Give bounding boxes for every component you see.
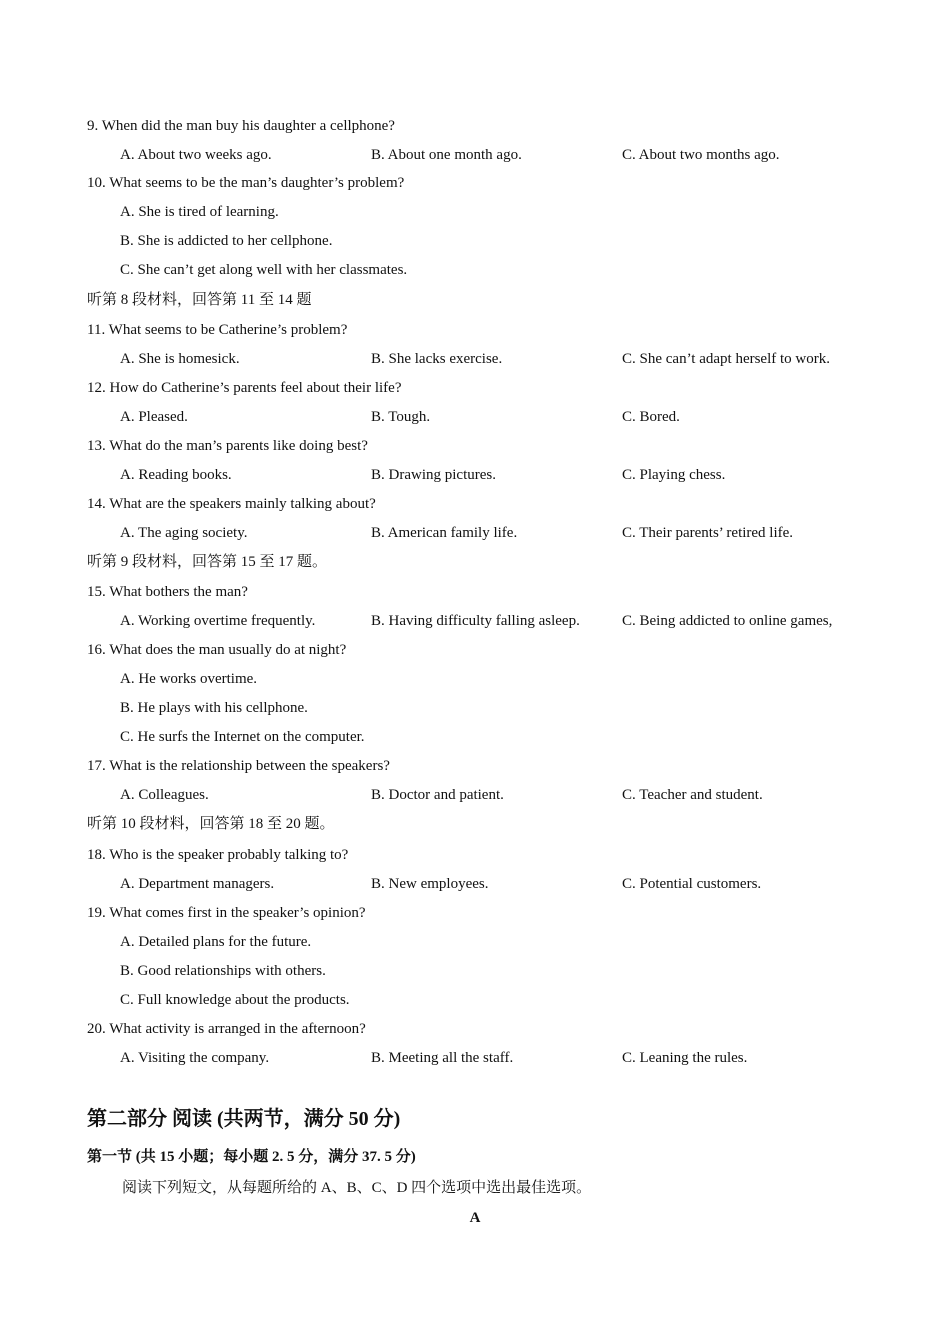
q12-option-b: B. Tough. bbox=[371, 409, 431, 425]
q19-option-c: C. Full knowledge about the products. bbox=[120, 992, 350, 1008]
section-9-heading: 听第 9 段材料，回答第 15 至 17 题。 bbox=[87, 554, 328, 570]
question-19: 19. What comes first in the speaker’s opinion? bbox=[87, 905, 366, 921]
question-18: 18. Who is the speaker probably talking to? bbox=[87, 847, 349, 863]
question-16: 16. What does the man usually do at night? bbox=[87, 642, 347, 658]
q9-option-a: A. About two weeks ago. bbox=[120, 147, 272, 163]
q17-option-a: A. Colleagues. bbox=[120, 787, 209, 803]
q20-option-c: C. Leaning the rules. bbox=[622, 1050, 748, 1066]
passage-label: A bbox=[469, 1210, 481, 1226]
q14-option-b: B. American family life. bbox=[371, 525, 518, 541]
q9-option-c: C. About two months ago. bbox=[622, 147, 780, 163]
q16-option-c: C. He surfs the Internet on the computer. bbox=[120, 729, 365, 745]
q15-option-c: C. Being addicted to online games, bbox=[622, 613, 833, 629]
question-11: 11. What seems to be Catherine’s problem? bbox=[87, 322, 348, 338]
q14-option-a: A. The aging society. bbox=[120, 525, 248, 541]
question-14: 14. What are the speakers mainly talking about? bbox=[87, 496, 376, 512]
q11-option-c: C. She can’t adapt herself to work. bbox=[622, 351, 831, 367]
q12-option-c: C. Bored. bbox=[622, 409, 680, 425]
part-2-title: 第二部分 阅读 (共两节，满分 50 分) bbox=[87, 1108, 401, 1130]
q10-option-c: C. She can’t get along well with her classmates. bbox=[120, 262, 408, 278]
q19-option-b: B. Good relationships with others. bbox=[120, 963, 326, 979]
q14-option-c: C. Their parents’ retired life. bbox=[622, 525, 794, 541]
q18-option-b: B. New employees. bbox=[371, 876, 489, 892]
question-9: 9. When did the man buy his daughter a cellphone? bbox=[87, 118, 395, 134]
q10-option-a: A. She is tired of learning. bbox=[120, 204, 279, 220]
question-15: 15. What bothers the man? bbox=[87, 584, 248, 600]
question-20: 20. What activity is arranged in the afternoon? bbox=[87, 1021, 366, 1037]
q15-option-b: B. Having difficulty falling asleep. bbox=[371, 613, 580, 629]
reading-instruction: 阅读下列短文，从每题所给的 A、B、C、D 四个选项中选出最佳选项。 bbox=[122, 1180, 592, 1196]
q15-option-a: A. Working overtime frequently. bbox=[120, 613, 316, 629]
q11-option-a: A. She is homesick. bbox=[120, 351, 240, 367]
q9-option-b: B. About one month ago. bbox=[371, 147, 522, 163]
question-10: 10. What seems to be the man’s daughter’s problem? bbox=[87, 175, 405, 191]
q18-option-c: C. Potential customers. bbox=[622, 876, 762, 892]
question-12: 12. How do Catherine’s parents feel about their life? bbox=[87, 380, 402, 396]
q19-option-a: A. Detailed plans for the future. bbox=[120, 934, 312, 950]
section-10-heading: 听第 10 段材料，回答第 18 至 20 题。 bbox=[87, 816, 335, 832]
q17-option-b: B. Doctor and patient. bbox=[371, 787, 504, 803]
question-17: 17. What is the relationship between the speakers? bbox=[87, 758, 390, 774]
section-8-heading: 听第 8 段材料，回答第 11 至 14 题 bbox=[87, 292, 312, 308]
q17-option-c: C. Teacher and student. bbox=[622, 787, 763, 803]
q16-option-b: B. He plays with his cellphone. bbox=[120, 700, 308, 716]
q18-option-a: A. Department managers. bbox=[120, 876, 275, 892]
q12-option-a: A. Pleased. bbox=[120, 409, 188, 425]
q13-option-c: C. Playing chess. bbox=[622, 467, 726, 483]
q16-option-a: A. He works overtime. bbox=[120, 671, 258, 687]
q20-option-b: B. Meeting all the staff. bbox=[371, 1050, 514, 1066]
q20-option-a: A. Visiting the company. bbox=[120, 1050, 270, 1066]
q13-option-a: A. Reading books. bbox=[120, 467, 232, 483]
q13-option-b: B. Drawing pictures. bbox=[371, 467, 496, 483]
question-13: 13. What do the man’s parents like doing best? bbox=[87, 438, 368, 454]
q10-option-b: B. She is addicted to her cellphone. bbox=[120, 233, 333, 249]
q11-option-b: B. She lacks exercise. bbox=[371, 351, 503, 367]
section-1-subtitle: 第一节 (共 15 小题；每小题 2. 5 分，满分 37. 5 分) bbox=[87, 1149, 416, 1165]
